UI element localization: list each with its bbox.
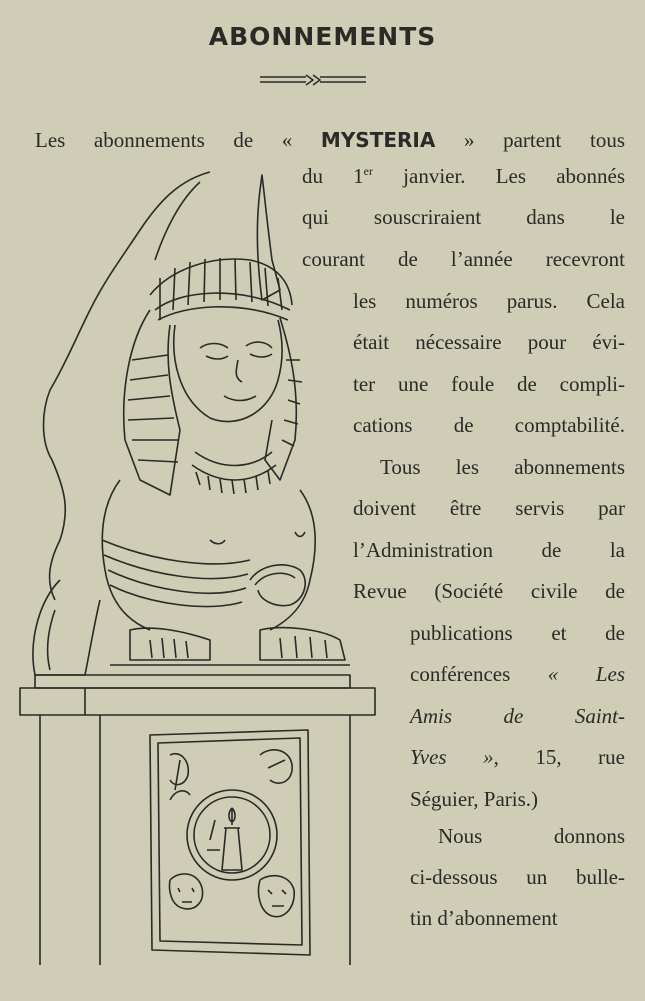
text-fragment: du 1 (302, 164, 364, 188)
title-ornament (258, 70, 368, 90)
text-line: courant de l’année recevront (302, 247, 625, 271)
text-line: Tous les abonnements (380, 455, 625, 479)
text-line: était nécessaire pour évi- (353, 330, 625, 354)
ordinal-superscript: er (363, 164, 373, 178)
text-line (35, 127, 625, 153)
text-line: cations de comptabilité. (353, 413, 625, 437)
text-line (410, 703, 625, 729)
text-line: les numéros parus. Cela (353, 289, 625, 313)
sphinx-illustration (10, 160, 380, 970)
text-line: doivent être servis par (353, 496, 625, 520)
text-fragment: Yves » (410, 745, 494, 769)
text-line: Revue (Société civile de (353, 579, 625, 603)
text-fragment: » partent tous (435, 128, 626, 152)
text-fragment: janvier. Les abonnés (373, 164, 626, 188)
text-line (302, 163, 625, 189)
page-title: ABONNEMENTS (208, 22, 437, 51)
text-line: publications et de (410, 621, 625, 645)
text-fragment: conférences (410, 662, 548, 686)
text-line: Séguier, Paris.) (410, 787, 539, 811)
text-line: l’Administration de la (353, 538, 625, 562)
text-line: tin d’abonnement (410, 906, 558, 930)
text-line: ci-dessous un bulle- (410, 865, 625, 889)
text-fragment: , 15, rue (493, 745, 625, 769)
journal-title: MYSTERIA (320, 128, 436, 152)
text-line: ter une foule de compli- (353, 372, 625, 396)
text-fragment: Amis de Saint- (410, 704, 625, 728)
text-line (410, 661, 625, 687)
text-line (410, 744, 625, 770)
text-fragment: Les abonnements de « (35, 128, 321, 152)
text-line: qui souscriraient dans le (302, 205, 625, 229)
text-fragment: « Les (547, 662, 625, 686)
text-line: Nous donnons (438, 824, 625, 848)
